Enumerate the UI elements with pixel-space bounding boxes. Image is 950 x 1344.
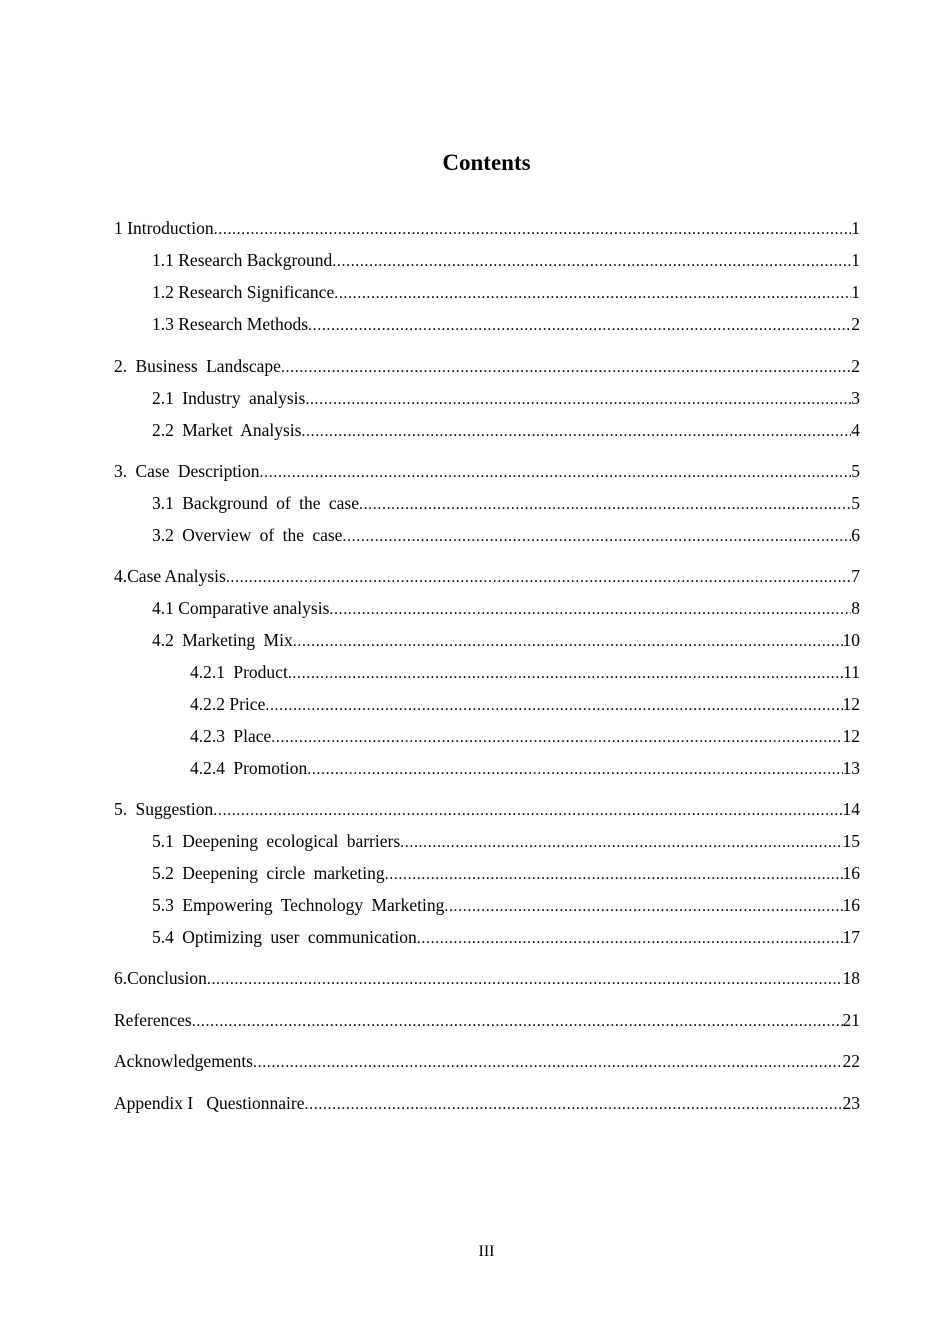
dot-leader xyxy=(253,1051,843,1075)
toc-entry-label: 2. Business Landscape xyxy=(114,356,281,376)
toc-entry-label: 2.2 Market Analysis xyxy=(152,420,302,440)
toc-entry-page: 6 xyxy=(851,525,860,545)
toc-entry-label: 5.4 Optimizing user communication xyxy=(152,927,417,947)
toc-entry[interactable] xyxy=(152,596,860,620)
toc-entry-page: 15 xyxy=(842,831,860,851)
toc-entry-label: 4.2.4 Promotion xyxy=(190,758,308,778)
toc-entry-label: 3.1 Background of the case xyxy=(152,493,359,513)
toc-entry[interactable] xyxy=(152,628,860,652)
dot-leader xyxy=(444,895,842,919)
toc-entry-page: 11 xyxy=(843,662,860,682)
dot-leader xyxy=(400,831,842,855)
toc-entry[interactable] xyxy=(190,660,860,684)
dot-leader xyxy=(213,799,842,823)
toc-entry-page: 8 xyxy=(851,598,860,618)
toc-entry-page: 22 xyxy=(842,1051,860,1071)
toc-entry-label: 3. Case Description xyxy=(114,461,260,481)
toc-entry[interactable] xyxy=(114,1091,860,1115)
toc-entry[interactable] xyxy=(114,459,860,483)
toc-entry-page: 5 xyxy=(851,461,860,481)
toc-entry[interactable] xyxy=(152,280,860,304)
toc-entry-label: 3.2 Overview of the case xyxy=(152,525,343,545)
dot-leader xyxy=(192,1010,843,1034)
toc-entry-page: 3 xyxy=(851,388,860,408)
toc-entry-label: 6.Conclusion xyxy=(114,968,207,988)
toc-entry-label: 4.2 Marketing Mix xyxy=(152,630,293,650)
toc-entry[interactable] xyxy=(152,523,860,547)
dot-leader xyxy=(288,662,843,686)
toc-entry-label: References xyxy=(114,1010,192,1030)
dot-leader xyxy=(207,968,843,992)
dot-leader xyxy=(293,630,843,654)
dot-leader xyxy=(332,250,851,274)
toc-entry[interactable] xyxy=(152,925,860,949)
toc-entry-page: 2 xyxy=(851,314,860,334)
dot-leader xyxy=(305,1093,843,1117)
dot-leader xyxy=(301,420,851,444)
toc-entry[interactable] xyxy=(114,1008,860,1032)
toc-entry[interactable] xyxy=(114,564,860,588)
toc-entry[interactable] xyxy=(114,1049,860,1073)
toc-entry-page: 12 xyxy=(842,726,860,746)
toc-entry[interactable] xyxy=(114,797,860,821)
toc-entry-label: 4.1 Comparative analysis xyxy=(152,598,330,618)
toc-entry[interactable] xyxy=(114,216,860,240)
toc-entry[interactable] xyxy=(190,724,860,748)
toc-entry-page: 18 xyxy=(842,968,860,988)
dot-leader xyxy=(281,356,851,380)
toc-entry[interactable] xyxy=(114,354,860,378)
toc-entry-page: 16 xyxy=(842,863,860,883)
dot-leader xyxy=(385,863,843,887)
page-number: III xyxy=(478,1243,495,1260)
toc-entry-label: 1.1 Research Background xyxy=(152,250,333,270)
toc-entry-page: 10 xyxy=(842,630,860,650)
toc-entry-page: 1 xyxy=(851,218,860,238)
toc-entry-page: 17 xyxy=(842,927,860,947)
dot-leader xyxy=(329,598,851,622)
toc-entry-label: 1.2 Research Significance xyxy=(152,282,335,302)
toc-entry[interactable] xyxy=(152,829,860,853)
toc-entry-page: 14 xyxy=(842,799,860,819)
toc-entry-label: 5.3 Empowering Technology Marketing xyxy=(152,895,445,915)
toc-entry[interactable] xyxy=(190,756,860,780)
dot-leader xyxy=(265,694,842,718)
toc-entry[interactable] xyxy=(152,312,860,336)
dot-leader xyxy=(271,726,842,750)
toc-entry-page: 13 xyxy=(842,758,860,778)
toc-entry-label: 5.2 Deepening circle marketing xyxy=(152,863,385,883)
toc-entry[interactable] xyxy=(114,966,860,990)
toc-entry[interactable] xyxy=(152,491,860,515)
toc-entry-label: 1.3 Research Methods xyxy=(152,314,309,334)
toc-entry-page: 12 xyxy=(842,694,860,714)
toc-entry-page: 5 xyxy=(851,493,860,513)
page-title: Contents xyxy=(442,150,531,175)
toc-entry-page: 23 xyxy=(842,1093,860,1113)
dot-leader xyxy=(334,282,851,306)
toc-entry-label: 2.1 Industry analysis xyxy=(152,388,306,408)
toc-entry-page: 1 xyxy=(851,250,860,270)
toc-entry[interactable] xyxy=(152,248,860,272)
toc-entry-page: 1 xyxy=(851,282,860,302)
dot-leader xyxy=(417,927,843,951)
toc-entry[interactable] xyxy=(152,893,860,917)
dot-leader xyxy=(342,525,851,549)
toc-entry[interactable] xyxy=(152,418,860,442)
toc-entry[interactable] xyxy=(152,861,860,885)
toc-entry[interactable] xyxy=(190,692,860,716)
toc-entry-label: Acknowledgements xyxy=(114,1051,253,1071)
toc-entry-page: 7 xyxy=(851,566,860,586)
dot-leader xyxy=(305,388,851,412)
dot-leader xyxy=(226,566,851,590)
toc-entry-page: 21 xyxy=(842,1010,860,1030)
dot-leader xyxy=(359,493,851,517)
toc-entry-label: 4.Case Analysis xyxy=(114,566,226,586)
dot-leader xyxy=(260,461,852,485)
toc-entry-page: 16 xyxy=(842,895,860,915)
toc-entry-label: 4.2.1 Product xyxy=(190,662,288,682)
toc-entry-label: 5.1 Deepening ecological barriers xyxy=(152,831,401,851)
toc-entry-page: 2 xyxy=(851,356,860,376)
toc-entry-label: 4.2.2 Price xyxy=(190,694,266,714)
dot-leader xyxy=(307,758,842,782)
toc-entry-label: 4.2.3 Place xyxy=(190,726,272,746)
toc-entry-page: 4 xyxy=(851,420,860,440)
dot-leader xyxy=(214,218,852,242)
toc-entry[interactable] xyxy=(152,386,860,410)
toc-entry-label: 1 Introduction xyxy=(114,218,214,238)
toc-entry-label: 5. Suggestion xyxy=(114,799,214,819)
dot-leader xyxy=(308,314,851,338)
toc-entry-label: Appendix I Questionnaire xyxy=(114,1093,305,1113)
